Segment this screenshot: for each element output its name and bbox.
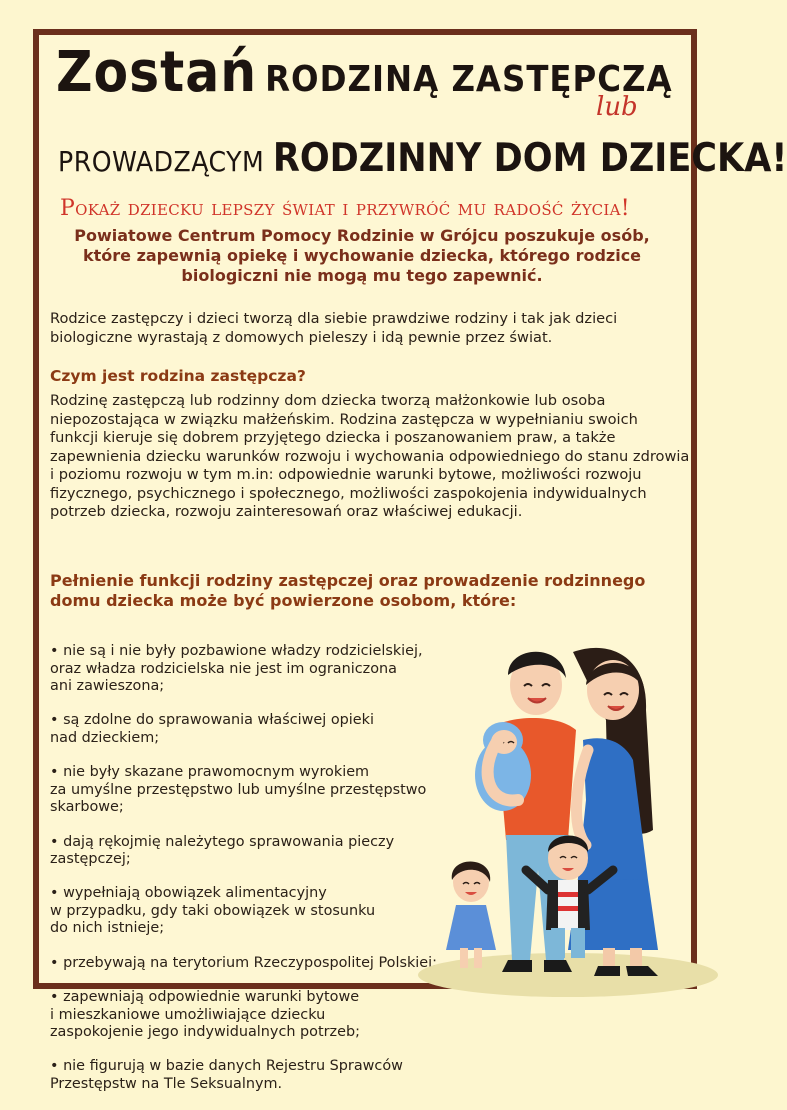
title-lub: lub xyxy=(596,92,638,122)
list-item: • nie figurują w bazie danych Rejestru Sprawców Przestępstw na Tle Seksualnym. xyxy=(50,1058,403,1092)
list-item: • nie były skazane prawomocnym wyrokiem za umyślne przestępstwo lub umyślne przestępstwo skarbowe; xyxy=(50,764,427,815)
requirements-list xyxy=(50,626,470,1110)
intro-paragraph: Powiatowe Centrum Pomocy Rodzinie w Grójcu poszukuje osób, które zapewnią opiekę i wychowanie dziecka, którego rodzice biologiczni nie mogą mu tego zapewnić. xyxy=(74,226,650,285)
title-line-2 xyxy=(58,136,787,181)
paragraph-2: Rodzinę zastępczą lub rodzinny dom dziecka tworzą małżonkowie lub osoba niepozostająca w związku małżeńskim. Rodzina zastępcza w wypełnianiu swoich funkcji kieruje się dobrem przyjętego dziecka i poszanowaniem praw, a także zapewnienia dziecku warunków rozwoju i wychowania odpowiedniego do stanu zdrowia i poziomu rozwoju w tym m.in: odpowiednie warunki bytowe, możliwości rozwoju fizycznego, psychicznego i społecznego, możliwości zaspokojenia indywidualnych potrzeb dziecka, rozwoju zainteresowań oraz właściwej edukacji. xyxy=(50,392,690,520)
title-line-1 xyxy=(56,40,676,105)
list-item: • zapewniają odpowiednie warunki bytowe i mieszkaniowe umożliwiające dziecku zaspokojenie jego indywidualnych potrzeb; xyxy=(50,989,360,1040)
family-illustration xyxy=(408,630,708,1000)
list-item: • przebywają na terytorium Rzeczypospolitej Polskiej; xyxy=(50,954,437,971)
list-item: • są zdolne do sprawowania właściwej opieki nad dzieckiem; xyxy=(50,712,374,746)
heading-pelnienie-funkcji: Pełnienie funkcji rodziny zastępczej oraz prowadzenie rodzinnego domu dziecka może być powierzone osobom, które: xyxy=(50,571,646,610)
paragraph-1: Rodzice zastępczy i dzieci tworzą dla siebie prawdziwe rodziny i tak jak dzieci biologiczne wyrastają z domowych pieleszy i idą pewnie przez świat. xyxy=(50,310,618,346)
title-prowadzacym: PROWADZĄCYM xyxy=(58,145,265,178)
title-word-zostan: Zostań xyxy=(56,40,258,105)
title-rodzina-zastepcza: RODZINĄ ZASTĘPCZĄ xyxy=(265,59,673,100)
heading-czym-jest: Czym jest rodzina zastępcza? xyxy=(50,367,306,385)
tagline: Pokaż dziecku lepszy świat i przywróć mu radość życia! xyxy=(60,196,630,221)
title-rodzinny-dom-dziecka: RODZINNY DOM DZIECKA! xyxy=(272,136,787,181)
list-item: • dają rękojmię należytego sprawowania pieczy zastępczej; xyxy=(50,833,395,867)
list-item: • wypełniają obowiązek alimentacyjny w przypadku, gdy taki obowiązek w stosunku do nich istnieje; xyxy=(50,885,376,937)
list-item: • nie są i nie były pozbawione władzy rodzicielskiej, oraz władza rodzicielska nie jest im ograniczona ani zawieszona; xyxy=(50,643,423,694)
